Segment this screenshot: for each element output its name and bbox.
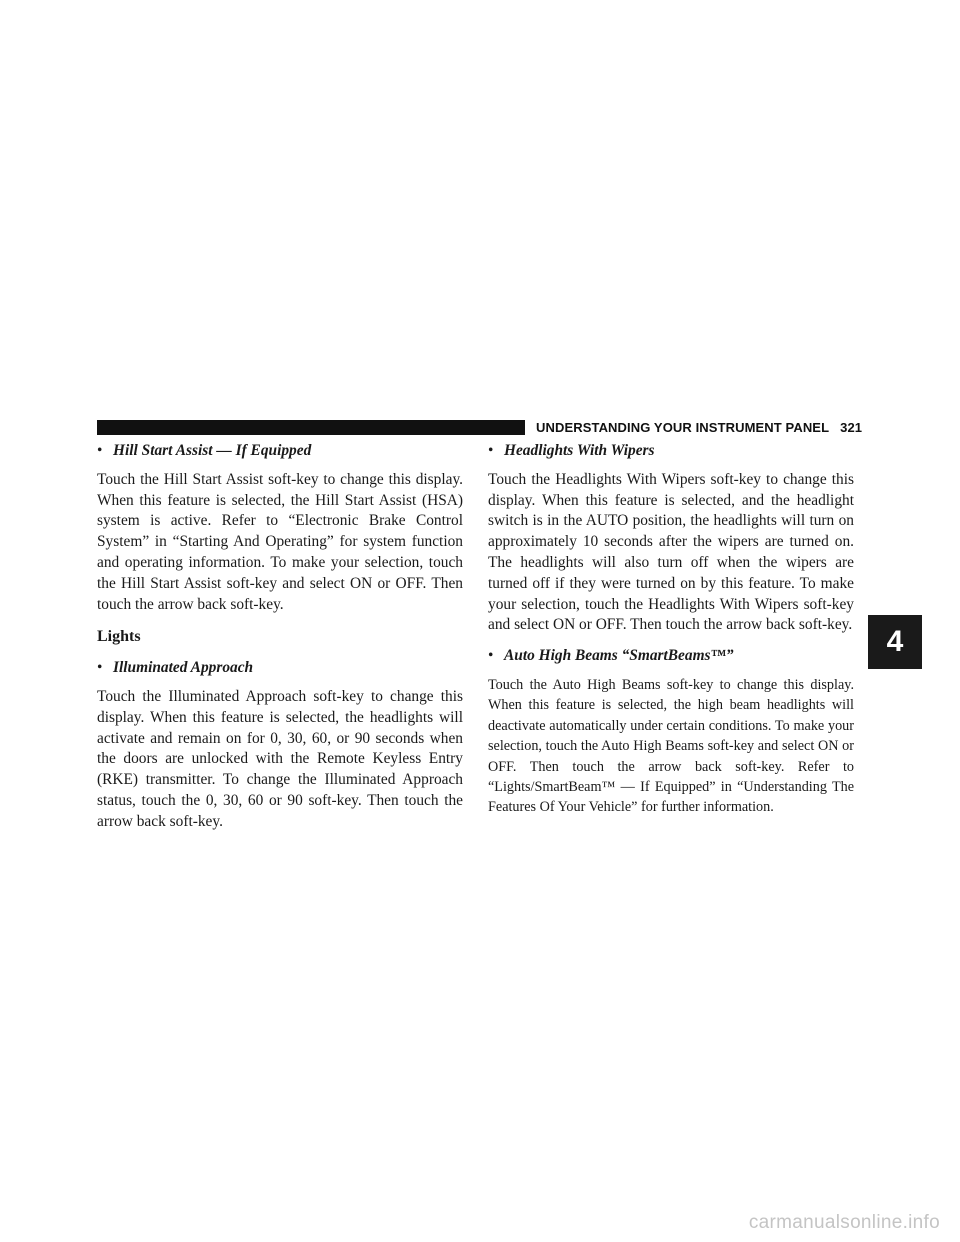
chapter-tab: 4 bbox=[868, 615, 922, 669]
bullet-heading-text: Illuminated Approach bbox=[113, 659, 254, 677]
bullet-heading-text: Auto High Beams “SmartBeams™” bbox=[504, 647, 734, 665]
bullet-icon: • bbox=[97, 659, 103, 677]
running-header bbox=[536, 420, 862, 435]
lights-heading: Lights bbox=[97, 628, 141, 646]
left-column bbox=[97, 441, 463, 843]
bullet-icon: • bbox=[488, 442, 494, 459]
headlights-with-wipers-heading bbox=[488, 441, 854, 462]
section-title: UNDERSTANDING YOUR INSTRUMENT PANEL bbox=[536, 420, 830, 435]
illuminated-approach-heading bbox=[97, 658, 463, 679]
page-number: 321 bbox=[840, 420, 863, 435]
bullet-icon: • bbox=[97, 442, 103, 459]
right-column bbox=[488, 441, 854, 828]
auto-high-beams-heading bbox=[488, 646, 854, 667]
watermark: carmanualsonline.info bbox=[748, 1212, 940, 1233]
header-rule bbox=[97, 420, 525, 435]
bullet-heading-text: Hill Start Assist — If Equipped bbox=[113, 442, 312, 459]
auto-high-beams-body: Touch the Auto High Beams soft-key to change this display. When this feature is selected, the high beam headlights will deactivate automatically under certain conditions. To make your selection, touch the Auto High Beams soft-key and select ON or OFF. Then touch the arrow back soft-key. Refer to “Lights/SmartBeam™ — If Equipped” in “Understanding The Features Of Your Vehicle” for further information. bbox=[488, 676, 854, 816]
headlights-with-wipers-body: Touch the Headlights With Wipers soft-key to change this display. When this feature is selected, and the headlight switch is in the AUTO position, the headlights will turn on approximately 10 seconds after the wipers are turned on. The headlights will also turn off when the wipers are turned off if they were turned on by this feature. To make your selection, touch the Headlights With Wipers soft-key and select ON or OFF. Then touch the arrow back soft-key. bbox=[488, 470, 854, 634]
hill-start-assist-body: Touch the Hill Start Assist soft-key to change this display. When this feature is selected, the Hill Start Assist (HSA) system is active. Refer to “Electronic Brake Control System” in “Starting And Operating” for system function and operating information. To make your selection, touch the Hill Start Assist soft-key and select ON or OFF. Then touch the arrow back soft-key. bbox=[97, 470, 463, 613]
illuminated-approach-body: Touch the Illuminated Approach soft-key to change this display. When this feature is selected, the headlights will activate and remain on for 0, 30, 60, or 90 seconds when the doors are unlocked with the Remote Keyless Entry (RKE) transmitter. To change the Illuminated Approach status, touch the 0, 30, 60 or 90 soft-key. Then touch the arrow back soft-key. bbox=[97, 687, 463, 830]
bullet-icon: • bbox=[488, 647, 494, 665]
bullet-heading-text: Headlights With Wipers bbox=[504, 442, 655, 459]
hill-start-assist-heading bbox=[97, 441, 463, 462]
